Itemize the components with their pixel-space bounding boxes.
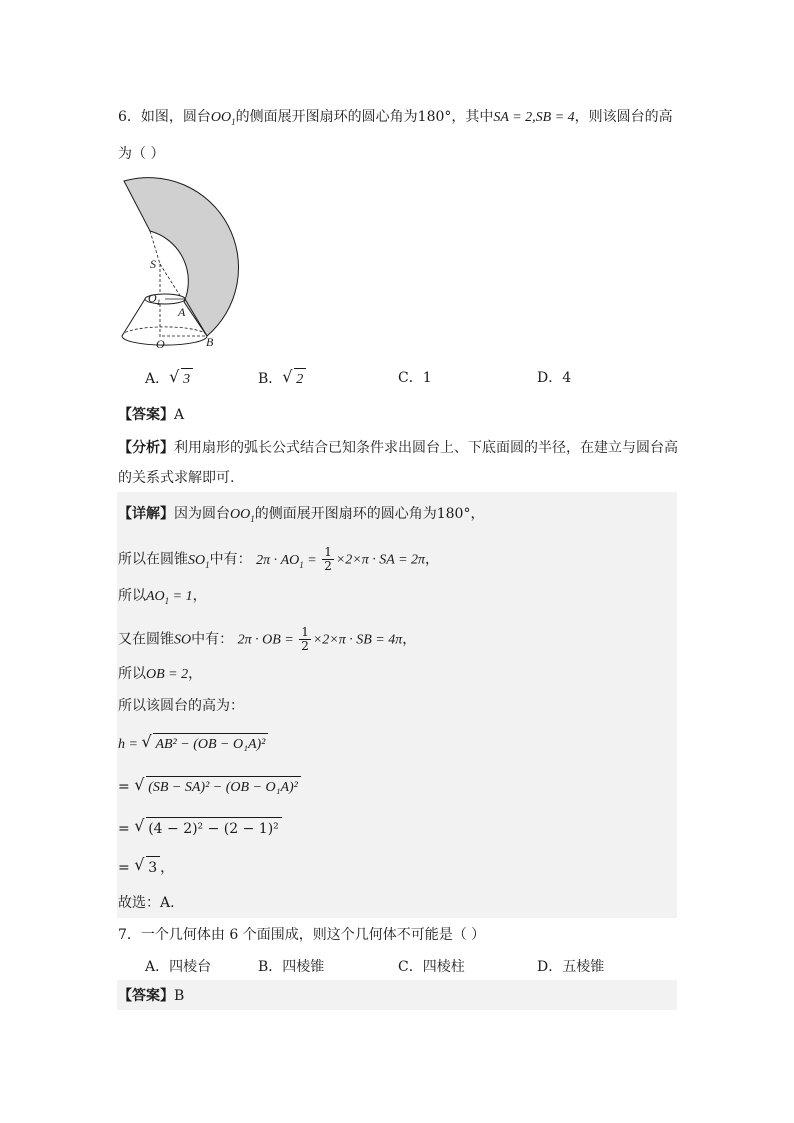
detail-eq-2: = √ (SB − SA)² − (OB − O₁A)² xyxy=(118,776,301,798)
frustum-left-side xyxy=(122,299,145,336)
q7-option-a: A．四棱台 xyxy=(145,959,212,975)
q7-stem: 7．一个几何体由 6 个面围成，则这个几何体不可能是（ ） xyxy=(118,927,486,943)
detail-line3: 所以$AO_1 = 1$， xyxy=(118,588,207,606)
answer-tag: 【答案】 xyxy=(118,988,174,1004)
fraction-half: $\frac{1}{2}$ xyxy=(324,545,332,573)
q7-option-c: C．四棱柱 xyxy=(398,959,465,975)
bottom-ellipse-back xyxy=(122,327,207,336)
detail-line2: 所以在圆锥$SO_1$中有： $2\pi \cdot AO_1$ = $\frac{1}{2}$ ×2×π · SA = 2π， xyxy=(118,545,440,573)
detail-tag: 【详解】 xyxy=(118,506,174,522)
q6-given: SA = 2,SB = 4 xyxy=(493,110,575,125)
analysis-text: 利用扇形的弧长公式结合已知条件求出圆台上、下底面圆的半径，在建立与圆台高 xyxy=(174,440,678,456)
frustum-sector-figure xyxy=(112,176,262,351)
q6-angle: 180° xyxy=(417,109,452,125)
detail-line5: 所以OB = 2， xyxy=(118,666,203,682)
detail-line6: 所以该圆台的高为： xyxy=(118,698,244,714)
answer-value: A xyxy=(174,407,185,423)
detail-eq-3: = √ (4 − 2)² − (2 − 1)² xyxy=(118,817,282,839)
fraction-half: $\frac{1}{2}$ xyxy=(301,625,309,653)
q6-option-b: B．√ 2 xyxy=(258,368,306,390)
label-s: S xyxy=(150,257,156,271)
q6-answer xyxy=(118,405,184,425)
label-o1: $O_1$ xyxy=(148,291,161,307)
q6-option-c: C．1 xyxy=(398,370,432,386)
q7-option-d: D．五棱锥 xyxy=(537,959,605,975)
answer-tag: 【答案】 xyxy=(118,407,174,423)
q7-option-b: B．四棱锥 xyxy=(258,959,325,975)
detail-choose: 故选：A. xyxy=(118,895,175,911)
analysis-tag: 【分析】 xyxy=(118,440,174,456)
detail-line1: 【详解】因为圆台$OO_1$的侧面展开图扇环的圆心角为180°， xyxy=(118,506,485,524)
label-a: A xyxy=(178,305,186,319)
q6-analysis-line2: 的关系式求解即可. xyxy=(118,470,235,486)
detail-eq-4: = √ 3 ， xyxy=(118,856,174,878)
q6-stem-line2: 为（ ） xyxy=(118,146,165,162)
q7-answer-shade xyxy=(117,980,677,1010)
answer-value: B xyxy=(174,988,185,1004)
q6-option-d: D．4 xyxy=(537,370,572,386)
q6-option-a: A．√ 3 xyxy=(145,368,193,390)
q6-stem-text: 6．如图，圆台 xyxy=(118,109,211,125)
q6-stem-line1: 6．如图，圆台$OO_1$的侧面展开图扇环的圆心角为180°，其中SA = 2,SB = 4，则该圆台的高 xyxy=(118,109,673,127)
q7-answer xyxy=(118,986,184,1006)
q6-stem-text: 的侧面展开图扇环的圆心角为 xyxy=(235,109,418,125)
label-b: B xyxy=(206,335,214,349)
detail-line4: 又在圆锥SO中有： 2π · OB = $\frac{1}{2}$ ×2×π · SB = 4π， xyxy=(118,625,417,653)
q6-frustum-name: $OO_1$ xyxy=(210,110,236,127)
label-o: O xyxy=(156,337,165,351)
q6-analysis-line1 xyxy=(118,438,678,458)
detail-eq-h: h = √ AB² − (OB − O₁A)² xyxy=(118,733,268,755)
